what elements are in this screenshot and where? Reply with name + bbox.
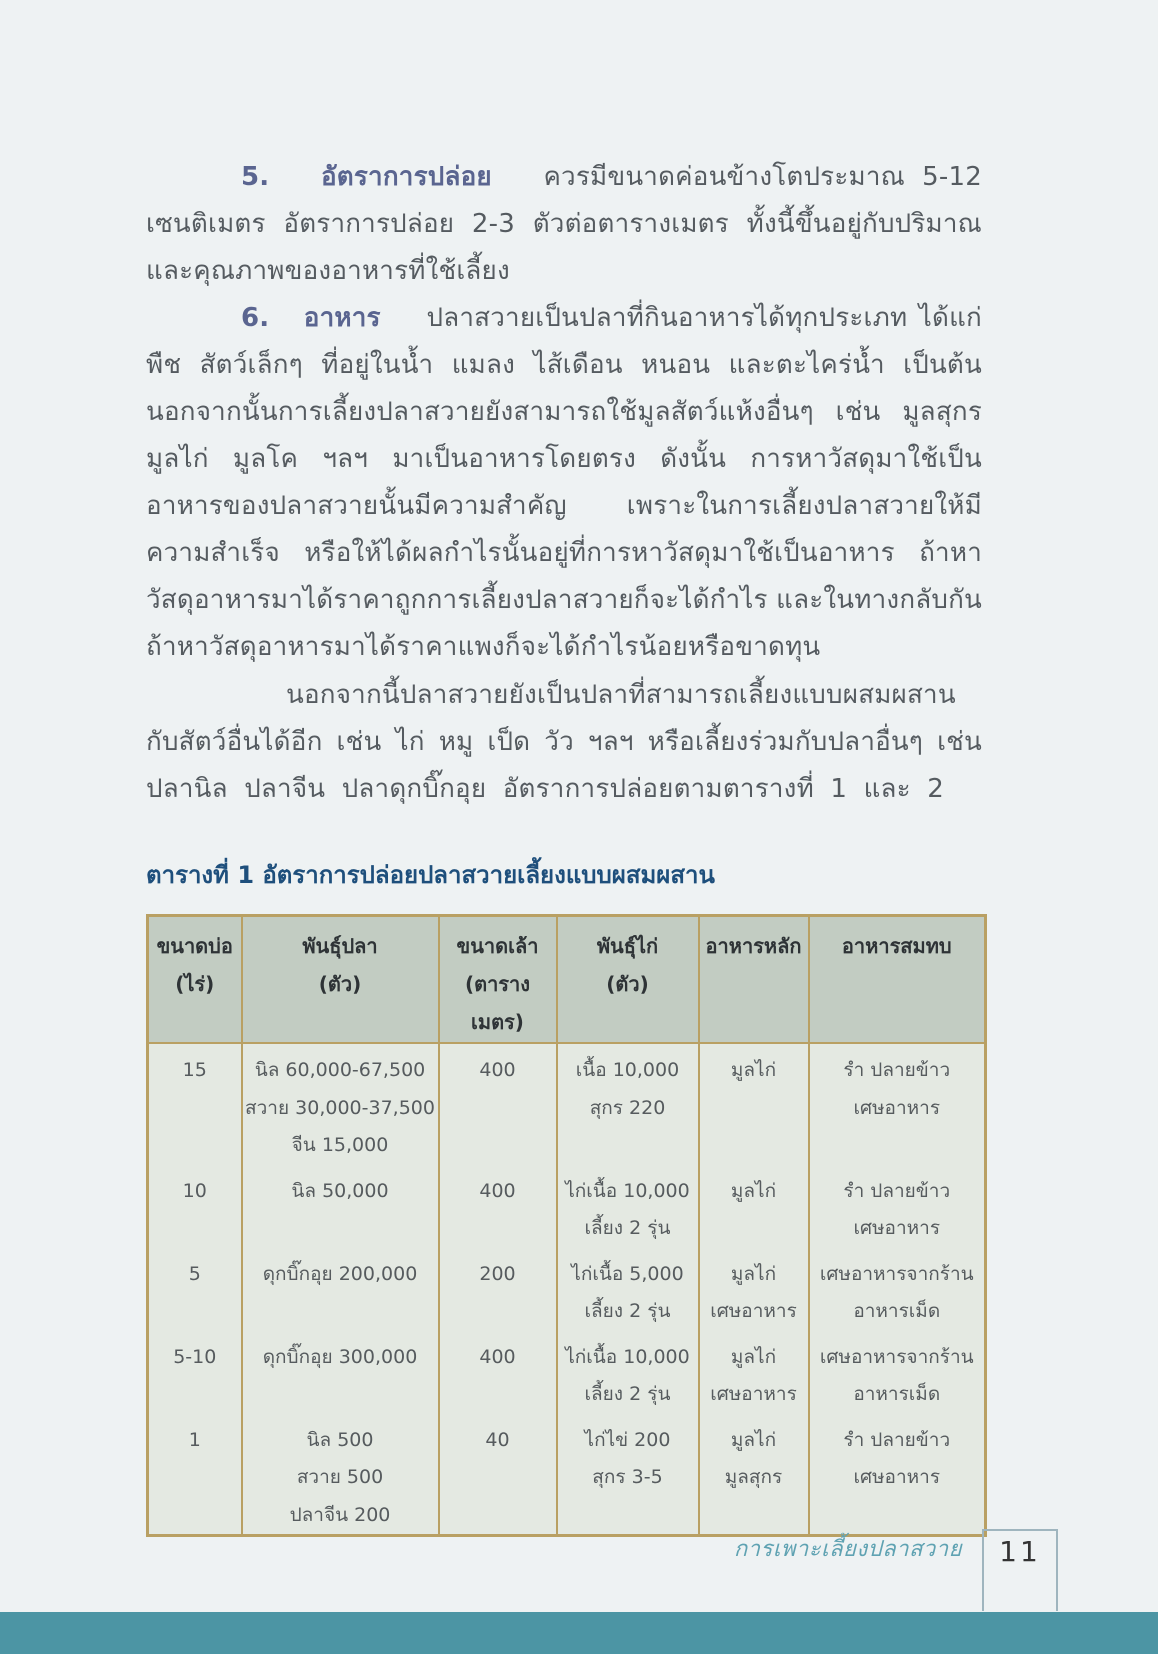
paragraph-text: ปลาสวายเป็นปลาที่กินอาหารได้ทุกประเภท ได้แก่ (426, 303, 983, 333)
table-cell (699, 1248, 809, 1331)
table-row (148, 1331, 986, 1414)
paragraph-text: กับสัตว์อื่นได้อีก เช่น ไก่ หมู เป็ด วัว ฯลฯ หรือเลี้ยงร่วมกับปลาอื่นๆ เช่น (146, 727, 982, 757)
table-cell (809, 1043, 986, 1165)
table-header-cell: พันธุ์ปลา (ตัว) (242, 916, 439, 1044)
table-cell (439, 1043, 557, 1165)
table-cell-line: เศษอาหารจากร้าน (819, 1345, 974, 1368)
table-cell-line: ปลาจีน 200 (289, 1503, 391, 1526)
paragraph-text: ควรมีขนาดค่อนข้างโตประมาณ 5-12 (543, 162, 982, 192)
table-cell-line: เศษอาหาร (853, 1466, 941, 1488)
table-cell-line: 15 (182, 1059, 207, 1081)
table-cell-line: 5 (188, 1262, 201, 1285)
table-cell (557, 1043, 699, 1165)
table-cell-line: รำ ปลายข้าว (843, 1428, 951, 1451)
table-cell (242, 1331, 439, 1414)
table-cell-line: นิล 500 (306, 1428, 374, 1451)
table-cell-line: นิล 50,000 (291, 1179, 389, 1202)
table-cell-line: 40 (485, 1428, 510, 1451)
paragraph-text: และคุณภาพของอาหารที่ใช้เลี้ยง (146, 256, 510, 286)
table-cell-line: สวาย 500 (296, 1466, 384, 1488)
table-cell-line: 400 (479, 1179, 516, 1202)
table-cell-line: เลี้ยง 2 รุ่น (584, 1383, 671, 1405)
table-cell (809, 1414, 986, 1536)
table-cell-line: มูลไก่ (730, 1428, 777, 1451)
table-cell (148, 1331, 242, 1414)
table-header-cell: ขนาดบ่อ (ไร่) (148, 916, 242, 1044)
table-cell-line: 5-10 (173, 1345, 217, 1368)
paragraph-text: เซนติเมตร อัตราการปล่อย 2-3 ตัวต่อตารางเมตร ทั้งนี้ขึ้นอยู่กับปริมาณ (146, 209, 982, 239)
paragraph-5-line-1 (146, 154, 982, 201)
table-cell-line: มูลไก่ (730, 1345, 777, 1368)
item-heading: อัตราการปล่อย (320, 162, 492, 192)
table-cell-line: สวาย 30,000-37,500 (245, 1096, 435, 1119)
table-cell-line: สุกร 220 (589, 1096, 666, 1119)
table-cell (148, 1043, 242, 1165)
paragraph-6 (146, 295, 982, 671)
paragraph-text: นอกจากนี้ปลาสวายยังเป็นปลาที่สามารถเลี้ยงแบบผสมผสาน (286, 680, 956, 710)
stocking-rate-table (146, 914, 987, 1537)
table-row (148, 1248, 986, 1331)
table-cell-line: เศษอาหาร (710, 1300, 797, 1322)
table-cell (699, 1165, 809, 1248)
table-header-row (148, 916, 986, 1044)
table-cell-line: เศษอาหาร (853, 1217, 941, 1239)
table-cell-line: 10 (182, 1179, 207, 1202)
table-cell (148, 1414, 242, 1536)
table-cell (242, 1043, 439, 1165)
table-cell (699, 1331, 809, 1414)
paragraph-5 (146, 154, 982, 295)
paragraph-text: อาหารของปลาสวายนั้นมีความสำคัญ เพราะในการเลี้ยงปลาสวายให้มี (146, 491, 982, 521)
page-number: 11 (982, 1529, 1058, 1611)
table-cell-line: สุกร 3-5 (592, 1466, 663, 1488)
table-cell (557, 1331, 699, 1414)
table-cell (809, 1165, 986, 1248)
table-title: ตารางที่ 1 อัตราการปล่อยปลาสวายเลี้ยงแบบผสมผสาน (146, 861, 715, 889)
table-cell-line: มูลไก่ (730, 1179, 777, 1202)
table-cell-line: รำ ปลายข้าว (843, 1179, 951, 1202)
table-cell-line: เลี้ยง 2 รุ่น (584, 1300, 671, 1322)
table-cell (242, 1414, 439, 1536)
table-row (148, 1414, 986, 1536)
table-cell (439, 1414, 557, 1536)
paragraph-text: นอกจากนั้นการเลี้ยงปลาสวายยังสามารถใช้มูลสัตว์แห้งอื่นๆ เช่น มูลสุกร (146, 397, 982, 427)
table-row (148, 1165, 986, 1248)
paragraph-text: มูลไก่ มูลโค ฯลฯ มาเป็นอาหารโดยตรง ดังนั้น การหาวัสดุมาใช้เป็น (146, 444, 982, 474)
table-cell-line: ไก่ไข่ 200 (584, 1428, 671, 1451)
table-cell-line: มูลไก่ (730, 1262, 777, 1285)
table-cell-line: มูลไก่ (730, 1059, 777, 1081)
table-header-cell: พันธุ์ไก่ (ตัว) (557, 916, 699, 1044)
footer-bar (0, 1612, 1158, 1654)
table-cell (148, 1248, 242, 1331)
table-cell (699, 1414, 809, 1536)
table-cell-line: รำ ปลายข้าว (843, 1059, 951, 1081)
paragraph-6-line-1 (146, 295, 982, 342)
table-cell-line: ดุกบิ๊กอุย 300,000 (262, 1345, 418, 1368)
table-header-cell: ขนาดเล้า (ตารางเมตร) (439, 916, 557, 1044)
item-heading: อาหาร (303, 303, 381, 333)
table-cell (809, 1331, 986, 1414)
table-cell-line: เศษอาหารจากร้าน (819, 1262, 974, 1285)
paragraph-text: ปลานิล ปลาจีน ปลาดุกบิ๊กอุย อัตราการปล่อยตามตารางที่ 1 และ 2 (146, 774, 945, 804)
table-cell-line: อาหารเม็ด (853, 1383, 941, 1405)
paragraph-text: ความสำเร็จ หรือให้ได้ผลกำไรนั้นอยู่ที่การหาวัสดุมาใช้เป็นอาหาร ถ้าหา (146, 538, 982, 568)
table-cell-line: เศษอาหาร (853, 1096, 941, 1119)
table-header-cell: อาหารสมทบ (809, 916, 986, 1044)
table-cell (242, 1248, 439, 1331)
paragraph-text: วัสดุอาหารมาได้ราคาถูกการเลี้ยงปลาสวายก็จะได้กำไร และในทางกลับกัน (146, 585, 983, 615)
table-cell-line: นิล 60,000-67,500 (254, 1059, 426, 1081)
table-cell-line: 1 (188, 1428, 201, 1451)
table-cell-line: 400 (479, 1059, 516, 1081)
table-cell (439, 1248, 557, 1331)
item-number: 6. (241, 303, 270, 333)
paragraph-text: ถ้าหาวัสดุอาหารมาได้ราคาแพงก็จะได้กำไรน้อยหรือขาดทุน (146, 632, 821, 662)
table-cell (439, 1331, 557, 1414)
table-cell (242, 1165, 439, 1248)
table-cell (699, 1043, 809, 1165)
table-cell-line: ไก่เนื้อ 10,000 (565, 1345, 690, 1368)
paragraph-text: พืช สัตว์เล็กๆ ที่อยู่ในน้ำ แมลง ไส้เดือน หนอน และตะไคร่น้ำ เป็นต้น (146, 350, 982, 380)
table-cell-line: เลี้ยง 2 รุ่น (584, 1217, 671, 1239)
table-cell (148, 1165, 242, 1248)
table-cell (439, 1165, 557, 1248)
table-cell-line: อาหารเม็ด (853, 1300, 941, 1322)
paragraph-7 (146, 672, 982, 813)
table-cell (557, 1165, 699, 1248)
table-cell (809, 1248, 986, 1331)
table-row (148, 1043, 986, 1165)
table-cell-line: 200 (479, 1262, 516, 1285)
item-number: 5. (241, 162, 270, 192)
table-cell-line: ไก่เนื้อ 5,000 (571, 1262, 684, 1285)
table-cell-line: เศษอาหาร (710, 1383, 797, 1405)
table-cell-line: เนื้อ 10,000 (575, 1059, 680, 1081)
table-header-cell: อาหารหลัก (699, 916, 809, 1044)
table-body (148, 1043, 986, 1536)
table-cell (557, 1248, 699, 1331)
table-cell-line: จีน 15,000 (291, 1134, 389, 1156)
table-cell (557, 1414, 699, 1536)
book-title-footer: การเพาะเลี้ยงปลาสวาย (733, 1537, 962, 1562)
table-cell-line: ดุกบิ๊กอุย 200,000 (262, 1262, 418, 1285)
table-cell-line: มูลสุกร (724, 1466, 783, 1488)
table-cell-line: ไก่เนื้อ 10,000 (565, 1179, 690, 1202)
table-cell-line: 400 (479, 1345, 516, 1368)
